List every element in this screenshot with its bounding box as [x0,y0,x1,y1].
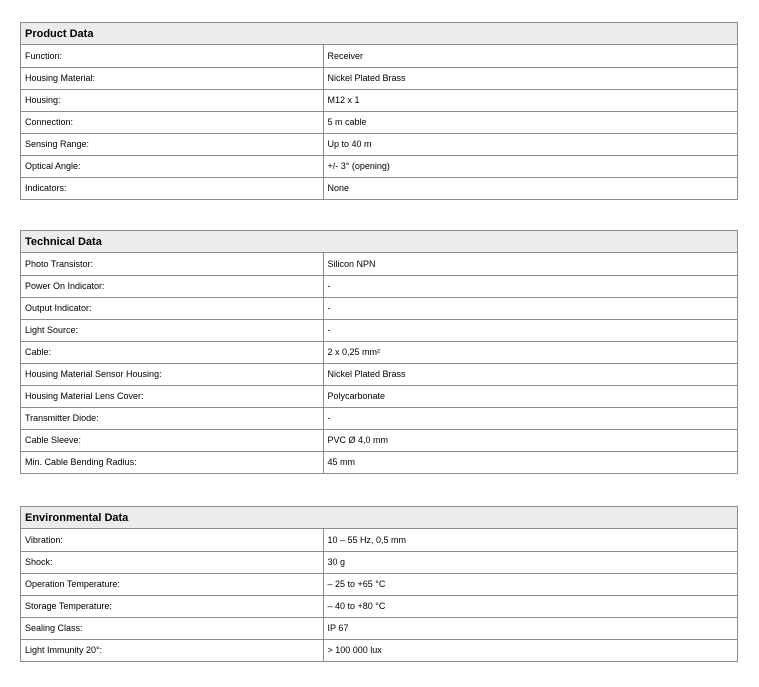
row-value: – 25 to +65 °C [323,573,737,595]
row-label: Cable: [21,341,323,363]
row-value: Up to 40 m [323,133,737,155]
row-value: 5 m cable [323,111,737,133]
row-value: - [323,319,737,341]
row-value: > 100 000 lux [323,639,737,661]
row-value: +/- 3° (opening) [323,155,737,177]
table-row [21,297,737,319]
row-label: Function: [21,45,323,67]
technical-data-table [20,230,738,474]
row-value: Nickel Plated Brass [323,363,737,385]
table-row [21,595,737,617]
row-label: Cable Sleeve: [21,429,323,451]
row-label: Output Indicator: [21,297,323,319]
row-label: Storage Temperature: [21,595,323,617]
table-row [21,385,737,407]
row-value: Nickel Plated Brass [323,67,737,89]
table-row [21,319,737,341]
table-row [21,551,737,573]
row-value: Silicon NPN [327,258,376,269]
product-data-table [20,22,738,200]
table-row [21,573,737,595]
table-row [21,529,737,551]
row-label: Light Source: [21,319,323,341]
row-value: 10 – 55 Hz, 0,5 mm [327,534,407,545]
row-value: M12 x 1 [323,89,737,111]
row-label: Housing Material Sensor Housing: [21,363,323,385]
table-row [21,363,737,385]
row-value: IP 67 [323,617,737,639]
row-value: 45 mm [323,451,737,473]
section-title: Product Data [21,23,737,45]
row-label: Indicators: [21,177,323,199]
row-label: Housing Material Lens Cover: [21,385,323,407]
environmental-data-table [20,506,738,662]
row-label: Housing Material: [21,67,323,89]
table-row [21,341,737,363]
row-label: Vibration: [21,529,323,551]
row-label: Connection: [21,111,323,133]
row-value: 2 x 0,25 mm² [323,341,737,363]
row-value: Receiver [327,50,364,61]
table-row [21,407,737,429]
row-label: Housing: [21,89,323,111]
row-value: – 40 to +80 °C [323,595,737,617]
row-label: Operation Temperature: [21,573,323,595]
table-row [21,253,737,275]
table-row [21,45,737,67]
table-row [21,133,737,155]
row-value: - [323,275,737,297]
row-value: - [323,407,737,429]
table-row [21,275,737,297]
row-label: Sealing Class: [21,617,323,639]
row-label: Optical Angle: [21,155,323,177]
table-row [21,111,737,133]
row-value: 30 g [323,551,737,573]
table-row [21,177,737,199]
row-value: Polycarbonate [323,385,737,407]
table-row [21,89,737,111]
table-row [21,155,737,177]
section-title: Environmental Data [21,507,737,529]
row-value: - [323,297,737,319]
table-row [21,639,737,661]
table-row [21,451,737,473]
row-label: Min. Cable Bending Radius: [21,451,323,473]
row-label: Power On Indicator: [21,275,323,297]
row-label: Sensing Range: [21,133,323,155]
row-label: Light Immunity 20°: [21,639,323,661]
table-row [21,617,737,639]
row-value: PVC Ø 4,0 mm [323,429,737,451]
row-value: None [323,177,737,199]
section-title: Technical Data [21,231,737,253]
table-row [21,429,737,451]
table-row [21,67,737,89]
row-label: Transmitter Diode: [21,407,323,429]
row-label: Photo Transistor: [21,253,323,275]
row-label: Shock: [21,551,323,573]
